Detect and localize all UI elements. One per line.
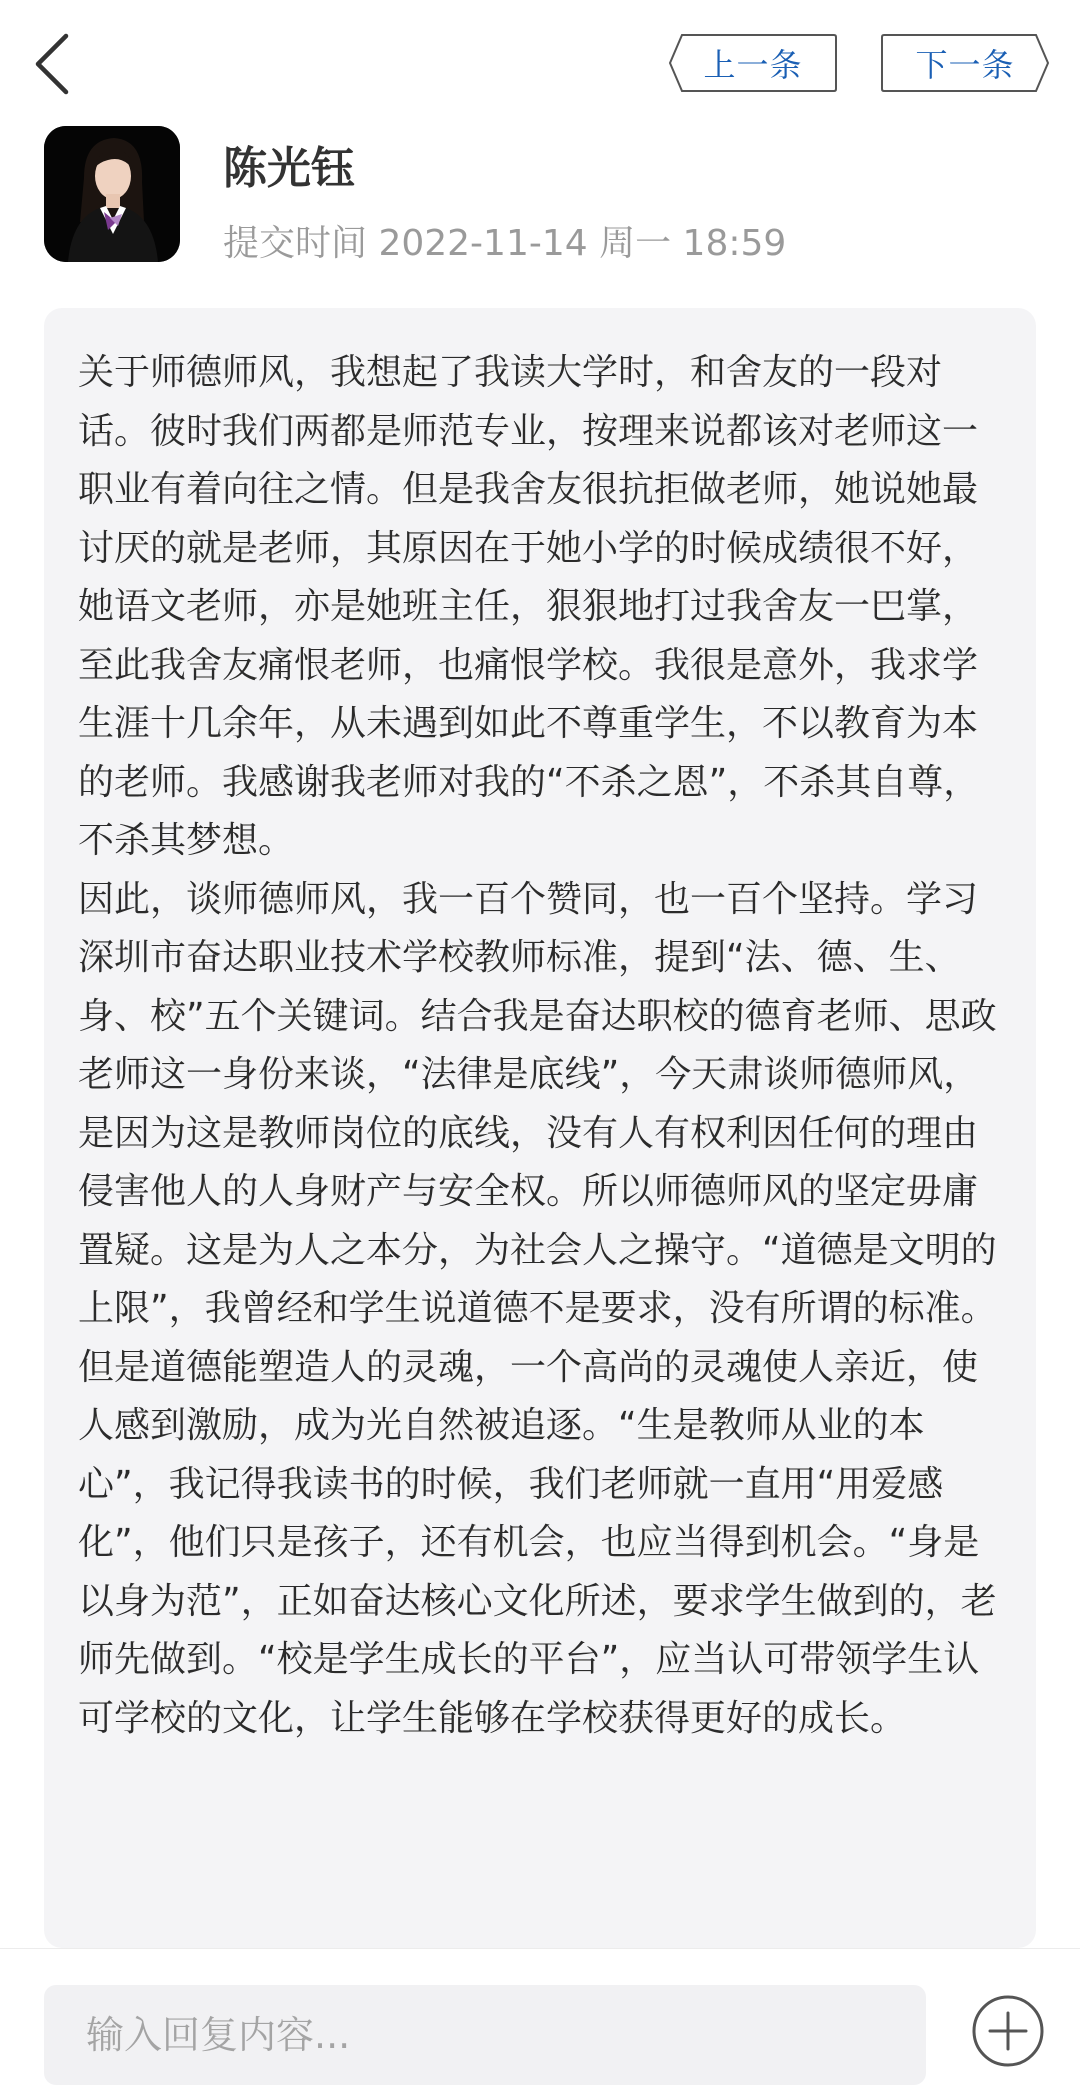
- next-button-label: 下一条: [915, 46, 1015, 84]
- reply-input[interactable]: [44, 1985, 926, 2085]
- prev-item-button[interactable]: [668, 33, 838, 93]
- reply-bar: [0, 1948, 1080, 2095]
- submit-time: 提交时间 2022-11-14 周一 18:59: [223, 223, 787, 264]
- next-item-button[interactable]: [880, 33, 1050, 93]
- content-paragraph-1: 关于师德师风，我想起了我读大学时，和舍友的一段对话。彼时我们两都是师范专业，按理来说都该对老师这一职业有着向往之情。但是我舍友很抗拒做老师，她说她最讨厌的就是老师，其原因在于她小学的时候成绩很不好，她语文老师，亦是她班主任，狠狠地打过我舍友一巴掌，至此我舍友痛恨老师，也痛恨学校。我很是意外，我求学生涯十几余年，从未遇到如此不尊重学生，不以教育为本的老师。我感谢我老师对我的“不杀之恩”，不杀其自尊，不杀其梦想。: [78, 352, 980, 861]
- chevron-left-icon: [30, 30, 80, 100]
- prev-button-label: 上一条: [703, 46, 803, 84]
- add-attachment-button[interactable]: [970, 1993, 1046, 2069]
- post-content-text: [78, 344, 1008, 1748]
- author-name: 陈光钰: [223, 143, 355, 194]
- back-button[interactable]: [30, 30, 80, 100]
- content-paragraph-2: 因此，谈师德师风，我一百个赞同，也一百个坚持。学习深圳市奋达职业技术学校教师标准，提到“法、德、生、身、校”五个关键词。结合我是奋达职校的德育老师、思政老师这一身份来谈，“法律是底线”，今天肃谈师德师风，是因为这是教师岗位的底线，没有人有权利因任何的理由侵害他人的人身财产与安全权。所以师德师风的坚定毋庸置疑。这是为人之本分，为社会人之操守。“道德是文明的上限”，我曾经和学生说道德不是要求，没有所谓的标准。但是道德能塑造人的灵魂，一个高尚的灵魂使人亲近，使人感到激励，成为光自然被追逐。“生是教师从业的本心”，我记得我读书的时候，我们老师就一直用“用爱感化”，他们只是孩子，还有机会，也应当得到机会。“身是以身为范”，正如奋达核心文化所述，要求学生做到的，老师先做到。“校是学生成长的平台”，应当认可带领学生认可学校的文化，让学生能够在学校获得更好的成长。: [78, 878, 997, 1739]
- avatar-portrait-image: [44, 126, 180, 262]
- avatar[interactable]: [44, 126, 180, 262]
- post-content-card: [44, 308, 1036, 1948]
- plus-circle-icon: [970, 1993, 1046, 2069]
